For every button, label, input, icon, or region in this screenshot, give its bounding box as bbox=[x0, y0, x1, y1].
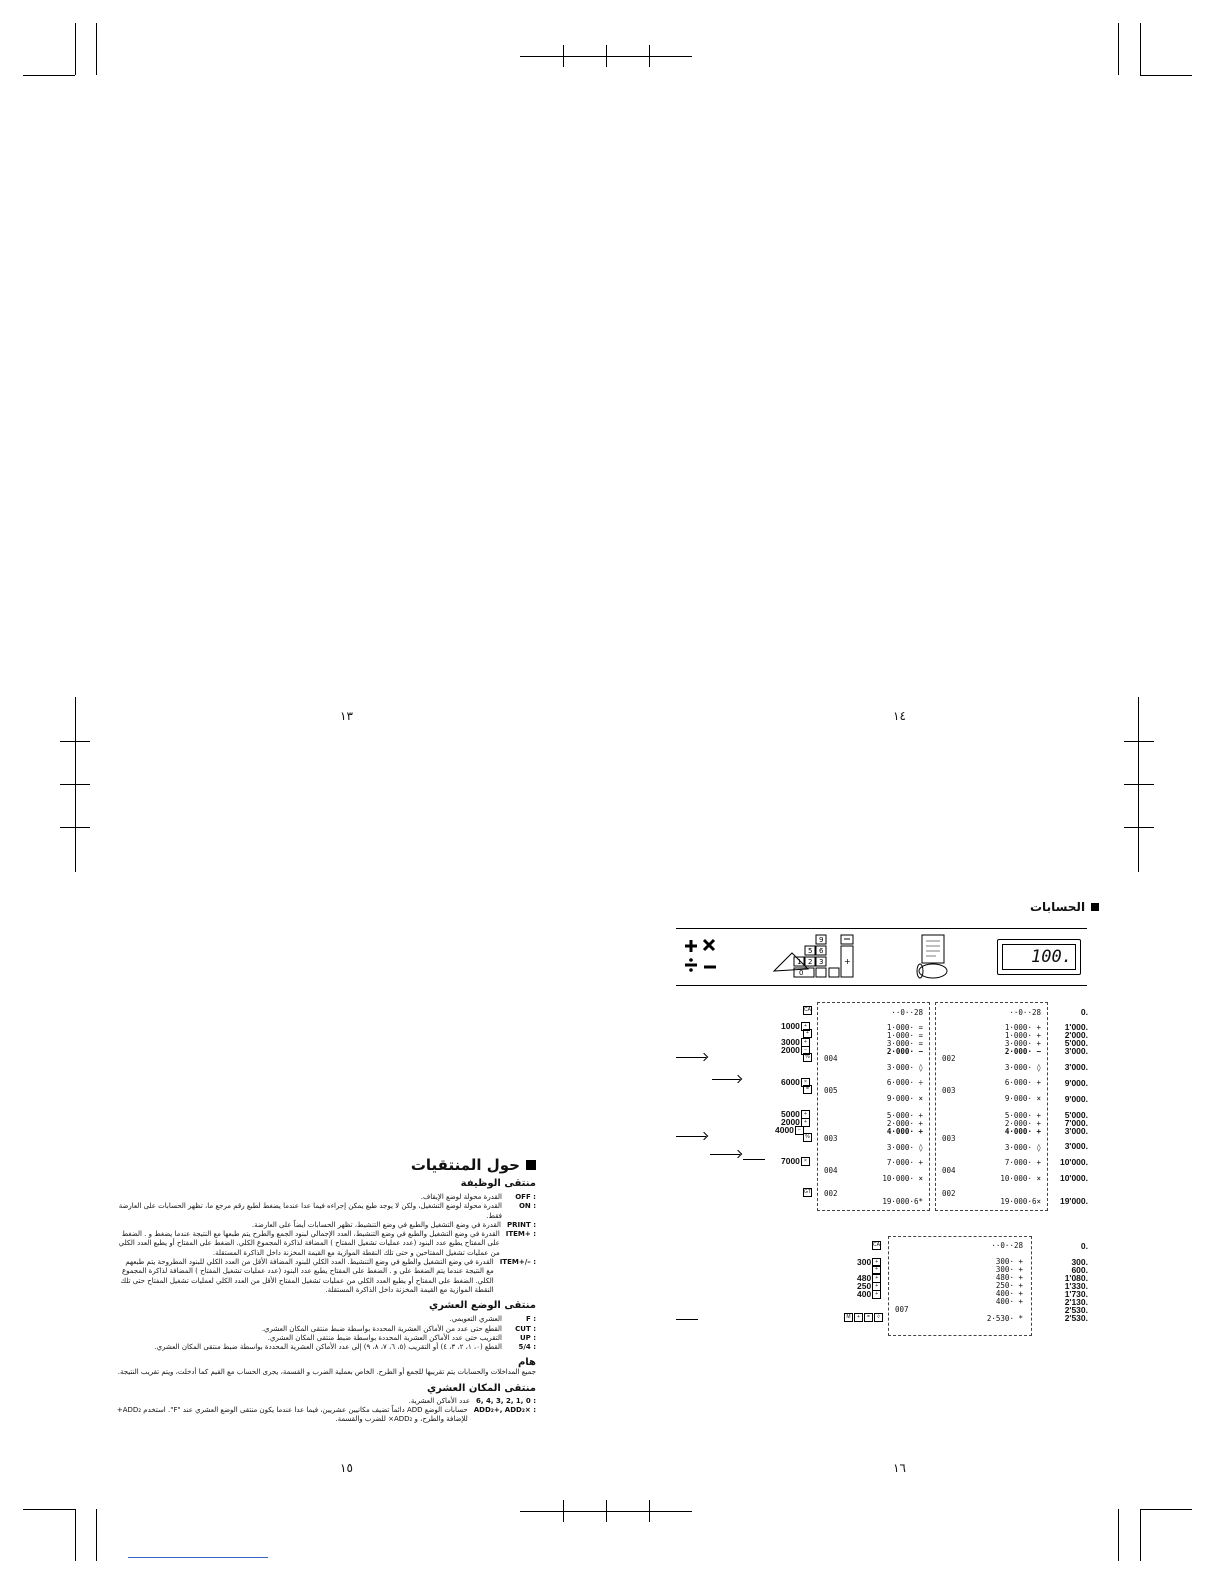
tape-example1-right bbox=[935, 1002, 1048, 1211]
display-value: 300. bbox=[1071, 1257, 1088, 1267]
tape-line: 3·000· ◊ bbox=[886, 1143, 923, 1152]
tape-line: 3·000· ◊ bbox=[886, 1063, 923, 1072]
display-value: 1'730. bbox=[1064, 1289, 1088, 1299]
tape-line: 5·000· + bbox=[1004, 1111, 1041, 1120]
square-bullet-icon bbox=[526, 1160, 536, 1170]
tape-line: 2·530· * bbox=[986, 1314, 1023, 1323]
display-value: 10'000. bbox=[1059, 1173, 1088, 1183]
tape-line: 004 bbox=[824, 1054, 838, 1063]
display-value: 5'000. bbox=[1064, 1038, 1088, 1048]
calc-illustration bbox=[676, 928, 1087, 986]
rounding-item: 5/4 : القطع (٠، ١، ٢، ٣، ٤) أو التقريب (٥، ٦، ٧، ٨، ٩) إلى عدد الأماكن العشرية المحددة بواسطة ضبط منتقى المكان العشري. bbox=[154, 1343, 536, 1352]
tape-line: 2·000· + bbox=[886, 1119, 923, 1128]
tape-line: 300· + bbox=[995, 1265, 1023, 1274]
key-entry: 2000 + bbox=[781, 1117, 810, 1127]
display-value: 2'000. bbox=[1064, 1030, 1088, 1040]
display-value: 5'000. bbox=[1064, 1110, 1088, 1120]
page-number-15: ١٥ bbox=[340, 1461, 353, 1475]
tape-line: 7·000· + bbox=[886, 1158, 923, 1167]
tape-line: 9·000· × bbox=[1004, 1094, 1041, 1103]
rounding-selector-title: منتقى الوضع العشري bbox=[429, 1300, 536, 1312]
tape-line: 2·000· − bbox=[1004, 1047, 1041, 1056]
tape-line: 400· + bbox=[995, 1297, 1023, 1306]
keypad-icon bbox=[772, 933, 862, 979]
display-value: 3'000. bbox=[1064, 1126, 1088, 1136]
key-entry: + bbox=[803, 1029, 812, 1038]
display-value: 1'330. bbox=[1064, 1281, 1088, 1291]
tape-line: 002 bbox=[942, 1054, 956, 1063]
svg-text:1: 1 bbox=[797, 958, 802, 966]
display-value: 1'080. bbox=[1064, 1273, 1088, 1283]
function-item: ON : القدرة محولة لوضع التشغيل، ولكن لا يوجد طبع يمكن إجراءه فيما عدا عندما يضغط لطبع رقم مرجع ما، تظهر الحسابات على العارضة فقط. bbox=[118, 1202, 536, 1220]
display-value: 3'000. bbox=[1064, 1046, 1088, 1056]
key-entry: 6000 × bbox=[781, 1077, 810, 1087]
switches-section bbox=[116, 1156, 536, 1425]
tape-line: ··0··28 bbox=[891, 1008, 923, 1017]
tape-line: 003 bbox=[942, 1134, 956, 1143]
tape-line: 003 bbox=[824, 1134, 838, 1143]
rounding-item: UP : التقريب حتى عدد الأماكن العشرية المحددة بواسطة ضبط منتقى المكان العشري. bbox=[267, 1333, 536, 1342]
svg-text:2: 2 bbox=[808, 958, 813, 966]
key-entry: % bbox=[803, 1133, 812, 1142]
function-item: PRINT : القدرة في وضع التشغيل والطبع في وضع التنشيط، تظهر الحسابات أيضاً على العارضة. bbox=[251, 1220, 536, 1229]
function-item: ITEM+/– : القدرة في وضع التشغيل والطبع في وضع التنشيط. العدد الكلي للبنود المضافة الأقل من العدد الكلي للبنود المطروحة يتم طبعهم مع النتيجة عندما يتم الضغط على و . الضغط على المفتاح يطبع عدد البنود (عدد عمليات تشغيل المفتاح ) المضافة لذاكرة المجموع الكلي. الضغط على المفتاح أو يطبع العدد الكلي من عمليات تشغيل المفتاح الأقل من العدد الكلي لعمليات تشغيل المفتاح حتى تلك النقطة الموازية مع القيمة المخزنة داخل الذاكرة المستقلة. bbox=[120, 1258, 536, 1294]
tape-line: 1·000· = bbox=[886, 1031, 923, 1040]
page-number-14: ١٤ bbox=[893, 709, 906, 723]
page-number-16: ١٦ bbox=[893, 1461, 906, 1475]
tape-example1-left bbox=[817, 1002, 930, 1211]
important-text: جميع المداخلات والحسابات يتم تقريبها للجمع أو الطرح. الخاص بعملية الضرب و القسمة، يجرى الحساب مع القيم كما أدخلت، ويتم تقريب النتيجة. bbox=[117, 1368, 536, 1377]
tape-line: 1·000· + bbox=[1004, 1031, 1041, 1040]
key-entry: 250 + bbox=[857, 1281, 881, 1291]
display-value: 2'530. bbox=[1064, 1305, 1088, 1315]
display-value: 3'000. bbox=[1064, 1141, 1088, 1151]
lcd-reading: 100. bbox=[1002, 944, 1076, 970]
tape-line: 4·000· + bbox=[886, 1127, 923, 1136]
tape-line: 6·000· + bbox=[1004, 1078, 1041, 1087]
paper-roll-icon bbox=[914, 933, 954, 981]
key-entry: 300 + bbox=[857, 1257, 881, 1267]
tape-line: 2·000· + bbox=[1004, 1119, 1041, 1128]
display-value: 7'000. bbox=[1064, 1118, 1088, 1128]
display-value: 0. bbox=[1080, 1241, 1088, 1251]
tape-line: 300· + bbox=[995, 1257, 1023, 1266]
tape-line: 10·000· × bbox=[882, 1174, 923, 1183]
tape-line: 9·000· × bbox=[886, 1094, 923, 1103]
tape-line: 480· + bbox=[995, 1273, 1023, 1282]
tape-line: 3·000· = bbox=[886, 1039, 923, 1048]
svg-text:+: + bbox=[844, 957, 851, 966]
tape-line: 1·000· + bbox=[1004, 1023, 1041, 1032]
tape-line: 3·000· + bbox=[1004, 1039, 1041, 1048]
key-entry: 400 + bbox=[857, 1289, 881, 1299]
arrow-icon bbox=[676, 1136, 706, 1137]
display-value: 2'530. bbox=[1064, 1313, 1088, 1323]
tape-line: 3·000· ◊ bbox=[1004, 1063, 1041, 1072]
rounding-item: CUT : القطع حتى عدد من الأماكن العشرية المحددة بواسطة ضبط منتقى المكان العشري. bbox=[261, 1324, 536, 1333]
function-item: OFF : القدرة محولة لوضع الإيقاف. bbox=[420, 1193, 536, 1201]
key-entry: + bbox=[872, 1265, 881, 1274]
display-value: 600. bbox=[1071, 1265, 1088, 1275]
tape-line: 004 bbox=[824, 1166, 838, 1175]
tape-line: 5·000· + bbox=[886, 1111, 923, 1120]
key-entry: = bbox=[803, 1085, 812, 1094]
tape-line: 250· + bbox=[995, 1281, 1023, 1290]
tape-line: 19·000·6× bbox=[1000, 1197, 1041, 1206]
key-entry: 5000 + bbox=[781, 1109, 810, 1119]
key-entry: 7000 × bbox=[781, 1156, 810, 1166]
decimal-item: 6, 4, 3, 2, 1, 0 : عدد الأماكن العشرية. bbox=[408, 1396, 536, 1405]
switches-title: حول المنتقيات bbox=[116, 1156, 536, 1174]
tape-line: 400· + bbox=[995, 1289, 1023, 1298]
divider bbox=[676, 1319, 698, 1320]
tape-line: 003 bbox=[942, 1086, 956, 1095]
svg-text:3: 3 bbox=[819, 958, 824, 966]
footer-link-underline bbox=[128, 1557, 268, 1558]
function-selector-title: منتقى الوظيفة bbox=[460, 1178, 536, 1189]
tape-example2 bbox=[888, 1236, 1032, 1336]
svg-text:9: 9 bbox=[819, 936, 824, 944]
arrow-icon bbox=[712, 1079, 740, 1080]
key-entry: 480 + bbox=[857, 1273, 881, 1283]
rounding-items bbox=[116, 1315, 536, 1352]
key-entry: 1000 + bbox=[781, 1021, 810, 1031]
decimal-item: ADD₂+, ADD₂× : حسابات الوضع ADD دائماً تضيف مكانيين عشريين، فيما عدا عندما يكون منتقى الوضع العشري عند "F". استخدم ADD₂+ للإضافة والطرح، و ADD₂× للضرب والقسمة. bbox=[116, 1406, 536, 1424]
function-item: ITEM+ : القدرة في وضع التشغيل والطبع في وضع التنشيط، العدد الإجمالي لبنود الجمع والطرح يتم طبعها مع النتيجة عندما يضغط و . الضغط على المفتاح يطبع عدد البنود (عدد عمليات تشغيل المفتاح ) المضافة لذاكرة المجموع الكلي. الضغط على المفتاح أو يطبع العدد الكلي من عمليات تشغيل المفتاحين و حتى تلك النقطة الموازية مع القيمة المخزنة داخل الذاكرة المستقلة. bbox=[118, 1230, 536, 1257]
tape-line: 6·000· ÷ bbox=[886, 1078, 923, 1087]
display-value: 2'130. bbox=[1064, 1297, 1088, 1307]
function-items bbox=[116, 1193, 536, 1295]
arrow-icon bbox=[710, 1154, 740, 1155]
display-value: 1'000. bbox=[1064, 1022, 1088, 1032]
square-bullet-icon bbox=[1091, 903, 1099, 911]
display-value: 9'000. bbox=[1064, 1078, 1088, 1088]
display-value: 10'000. bbox=[1059, 1157, 1088, 1167]
tape-line: 2·000· − bbox=[886, 1047, 923, 1056]
svg-text:5: 5 bbox=[808, 947, 813, 955]
rounding-item: F : العشري التعويمي. bbox=[449, 1315, 536, 1324]
arrow-icon bbox=[676, 1057, 706, 1058]
key-entry: GT bbox=[804, 1189, 811, 1195]
display-value: 0. bbox=[1080, 1007, 1088, 1017]
page-number-13: ١٣ bbox=[340, 709, 353, 723]
tape-line: 002 bbox=[824, 1189, 838, 1198]
key-entry: 4000 − bbox=[775, 1125, 804, 1135]
svg-text:6: 6 bbox=[819, 947, 824, 955]
lcd-display-icon bbox=[997, 939, 1081, 975]
tape-line: 1·000· = bbox=[886, 1023, 923, 1032]
key-entry: 3000 + bbox=[781, 1037, 810, 1047]
svg-text:0: 0 bbox=[799, 969, 804, 977]
divider bbox=[743, 1159, 765, 1160]
tape-line: 005 bbox=[824, 1086, 838, 1095]
tape-line: 19·000·6* bbox=[882, 1197, 923, 1206]
display-value: 3'000. bbox=[1064, 1062, 1088, 1072]
key-entry: CA bbox=[873, 1242, 880, 1248]
display-value: 19'000. bbox=[1059, 1196, 1088, 1206]
tape-line: 004 bbox=[942, 1166, 956, 1175]
tape-line: ··0··28 bbox=[1009, 1008, 1041, 1017]
calc-section-title: الحسابات bbox=[1030, 900, 1099, 914]
important-title: هام bbox=[517, 1357, 536, 1369]
key-entry: M + = ◊ bbox=[844, 1313, 883, 1322]
decimal-items bbox=[116, 1397, 536, 1425]
tape-line: ··0··28 bbox=[991, 1241, 1023, 1250]
tape-line: 3·000· ◊ bbox=[1004, 1143, 1041, 1152]
tape-line: 7·000· + bbox=[1004, 1158, 1041, 1167]
key-entry: CA bbox=[804, 1007, 811, 1013]
tape-line: 4·000· + bbox=[1004, 1127, 1041, 1136]
tape-line: 002 bbox=[942, 1189, 956, 1198]
display-value: 9'000. bbox=[1064, 1094, 1088, 1104]
tape-line: 10·000· × bbox=[1000, 1174, 1041, 1183]
key-entry: 2000 − bbox=[781, 1045, 810, 1055]
tape-line: 007 bbox=[895, 1305, 909, 1314]
plus-times-minus-divide-icon bbox=[682, 937, 722, 977]
decimal-selector-title: منتقى المكان العشري bbox=[426, 1382, 536, 1394]
key-entry: % bbox=[803, 1053, 812, 1062]
